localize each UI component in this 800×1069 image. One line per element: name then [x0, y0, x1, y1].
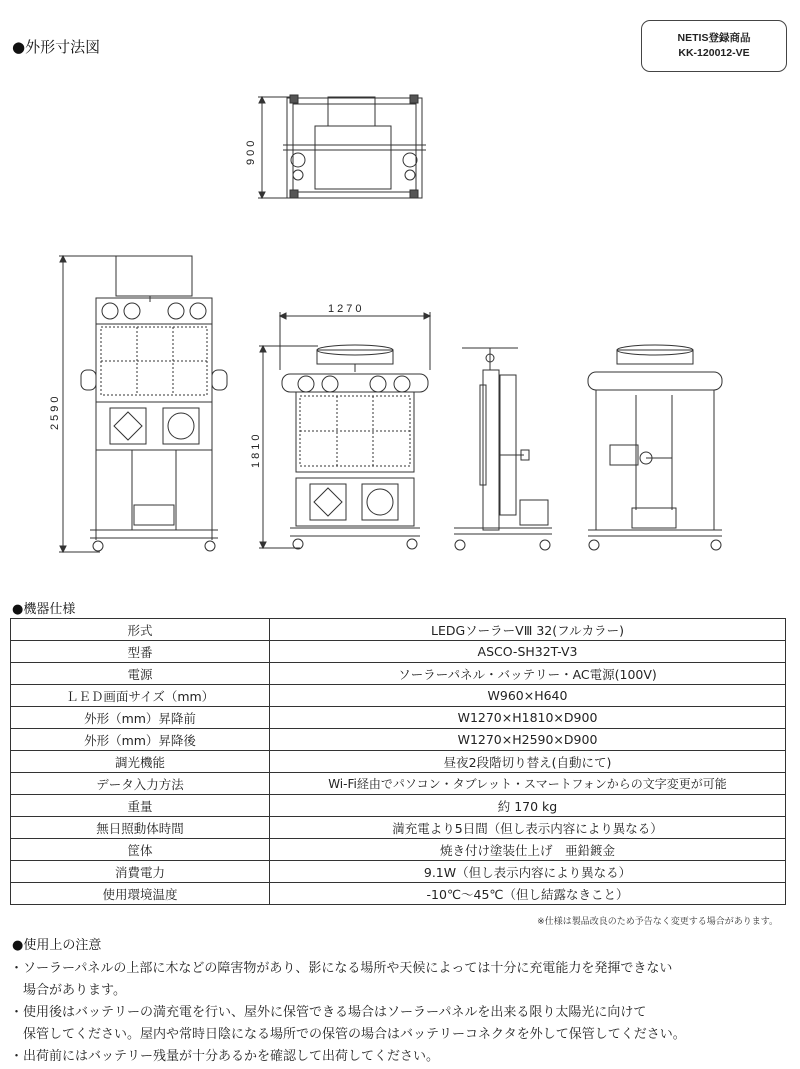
spec-title: ●機器仕様 — [12, 602, 76, 617]
spec-value: 焼き付け塗装仕上げ 亜鉛鍍金 — [270, 839, 786, 861]
netis-line2: KK-120012-VE — [678, 47, 750, 59]
spec-label: 使用環境温度 — [11, 883, 270, 905]
spec-label: 形式 — [11, 619, 270, 641]
spec-value: ソーラーパネル・バッテリー・AC電源(100V) — [270, 663, 786, 685]
top-view-drawing — [258, 95, 426, 198]
netis-line1: NETIS登録商品 — [677, 32, 751, 44]
spec-footnote: ※仕様は製品改良のため予告なく変更する場合があります。 — [537, 917, 778, 927]
table-row — [11, 861, 786, 883]
netis-badge — [641, 20, 787, 72]
spec-value: ASCO-SH32T-V3 — [270, 641, 786, 663]
front-view-raised-drawing — [59, 256, 227, 552]
spec-value: W960×H640 — [270, 685, 786, 707]
depth-dimension-label: 900 — [245, 137, 257, 165]
table-row — [11, 641, 786, 663]
table-row — [11, 707, 786, 729]
usage-title: ●使用上の注意 — [12, 938, 102, 953]
width-dimension-label: 1270 — [328, 303, 365, 315]
list-item: ・ソーラーパネルの上部に木などの障害物があり、影になる場所や天候によっては十分に充電能力を発揮できない — [10, 961, 673, 976]
table-row — [11, 839, 786, 861]
spec-label: 外形（mm）昇降後 — [11, 729, 270, 751]
spec-label: 調光機能 — [11, 751, 270, 773]
side-view-drawing — [454, 348, 552, 550]
table-row — [11, 883, 786, 905]
spec-value: 満充電より5日間（但し表示内容により異なる） — [270, 817, 786, 839]
spec-value: 約 170 kg — [270, 795, 786, 817]
list-item: ・出荷前にはバッテリー残量が十分あるかを確認して出荷してください。 — [10, 1049, 440, 1064]
spec-table — [10, 618, 786, 905]
spec-label: 無日照動体時間 — [11, 817, 270, 839]
spec-value: 9.1W（但し表示内容により異なる） — [270, 861, 786, 883]
spec-value: W1270×H1810×D900 — [270, 707, 786, 729]
list-item: ・使用後はバッテリーの満充電を行い、屋外に保管できる場合はソーラーパネルを出来る限り太陽光に向けて — [10, 1005, 647, 1020]
table-row — [11, 663, 786, 685]
dimensions-title: ●外形寸法図 — [12, 38, 101, 56]
spec-label: 筐体 — [11, 839, 270, 861]
table-row — [11, 729, 786, 751]
list-item: 場合があります。 — [10, 983, 126, 998]
spec-value: LEDGソーラーVⅢ 32(フルカラー) — [270, 619, 786, 641]
spec-value: W1270×H2590×D900 — [270, 729, 786, 751]
spec-value: -10℃～45℃（但し結露なきこと） — [270, 883, 786, 905]
table-row — [11, 795, 786, 817]
table-row — [11, 773, 786, 795]
spec-label: 外形（mm）昇降前 — [11, 707, 270, 729]
lowered-height-label: 1810 — [250, 431, 262, 468]
list-item: 保管してください。屋内や常時日陰になる場所での保管の場合はバッテリーコネクタを外して保管してください。 — [10, 1027, 686, 1042]
table-row — [11, 685, 786, 707]
spec-label: 重量 — [11, 795, 270, 817]
table-row — [11, 751, 786, 773]
rear-view-drawing — [588, 345, 722, 550]
spec-label: データ入力方法 — [11, 773, 270, 795]
spec-value: 昼夜2段階切り替え(自動にて) — [270, 751, 786, 773]
table-row — [11, 619, 786, 641]
raised-height-label: 2590 — [49, 393, 61, 430]
front-view-lowered-drawing — [259, 312, 430, 549]
spec-label: 消費電力 — [11, 861, 270, 883]
dimension-drawings — [0, 80, 800, 560]
spec-label: 電源 — [11, 663, 270, 685]
table-row — [11, 817, 786, 839]
usage-notes — [10, 958, 686, 1068]
spec-value: Wi-Fi経由でパソコン・タブレット・スマートフォンからの文字変更が可能 — [270, 773, 786, 795]
spec-label: 型番 — [11, 641, 270, 663]
spec-label: ＬＥＤ画面サイズ（mm） — [11, 685, 270, 707]
